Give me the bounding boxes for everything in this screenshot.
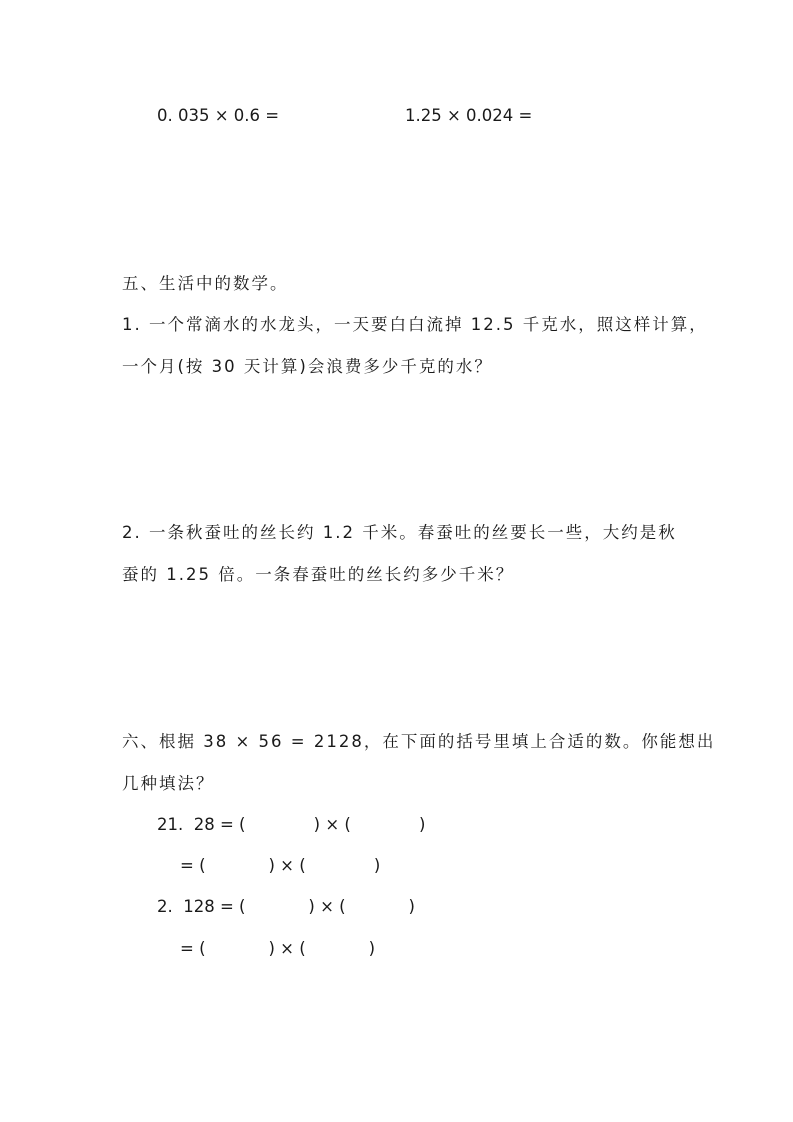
equation-2-line-2: = ( ) × ( ) (180, 939, 376, 958)
equation-1-line-2: = ( ) × ( ) (180, 856, 381, 875)
equation-1-line-1: 21. 28 = ( ) × ( ) (157, 815, 426, 834)
calc-item-2: 1.25 × 0.024 = (405, 106, 533, 125)
section-6-heading-line-1: 六、根据 38 × 56 = 2128，在下面的括号里填上合适的数。你能想出 (122, 732, 716, 751)
calc-item-1: 0. 035 × 0.6 = (157, 106, 280, 125)
section-6-heading-line-2: 几种填法？ (122, 774, 215, 793)
equation-2-line-1: 2. 128 = ( ) × ( ) (157, 897, 415, 916)
question-2-line-1: 2. 一条秋蚕吐的丝长约 1.2 千米。春蚕吐的丝要长一些，大约是秋 (122, 523, 677, 542)
question-1-line-1: 1. 一个常滴水的水龙头，一天要白白流掉 12.5 千克水，照这样计算， (122, 315, 708, 334)
question-2-line-2: 蚕的 1.25 倍。一条春蚕吐的丝长约多少千米？ (122, 565, 515, 584)
question-1-line-2: 一个月(按 30 天计算)会浪费多少千克的水？ (122, 357, 493, 376)
section-5-heading: 五、生活中的数学。 (122, 274, 289, 293)
